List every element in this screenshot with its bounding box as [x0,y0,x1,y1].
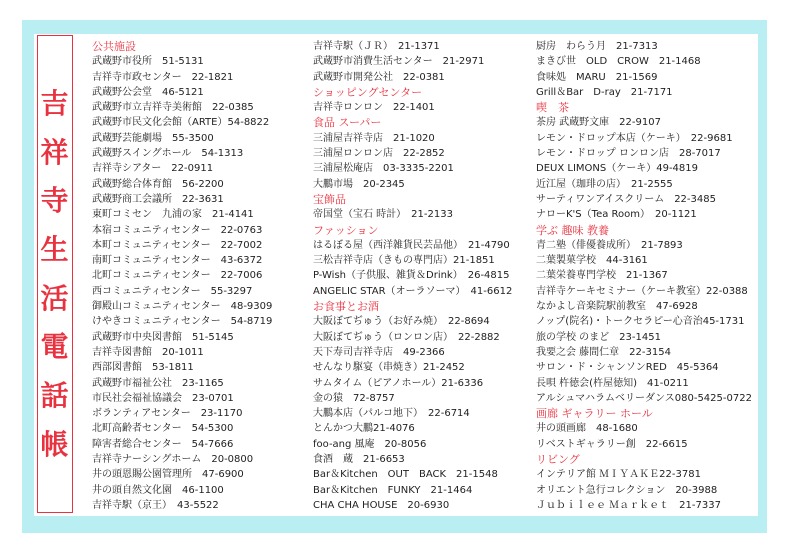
directory-column-3 [536,39,752,513]
category-heading: 学ぶ 趣味 教養 [536,223,609,237]
directory-entry: 北町高齢者センター 54-5300 [92,423,234,435]
directory-entry: ナローK'S（Tea Room） 20-1121 [536,209,697,221]
directory-entry: 吉祥寺ケーキセミナー（ケーキ教室）22-0388 [536,285,748,297]
title-char: 生 [40,233,69,267]
directory-entry: サムタイム（ピアノホール）21-6336 [313,377,484,389]
category-heading: 公共施設 [92,40,136,53]
category-heading: 喫 茶 [536,101,569,115]
title-char: 電 [40,330,69,364]
category-heading: 宝飾品 [313,192,346,206]
directory-entry: リベストギャラリー創 22-6615 [536,438,688,450]
directory-entry: アルシュマハラムベリーダンス080-5425-0722 [536,392,752,404]
directory-entry: 武蔵野市福祉公社 23-1165 [92,377,224,389]
directory-entry: 二葉製菓学校 44-3161 [536,255,648,267]
directory-entry: サロン・ド・シャンソンRED 45-5364 [536,362,719,374]
directory-entry: 武蔵野市民文化会館（ARTE）54-8822 [92,117,270,129]
directory-entry: Grill＆Bar D-ray 21-7171 [536,86,673,98]
directory-entry: 西コミュニティセンター 55-3297 [92,285,253,297]
directory-entry: 北町コミュニティセンター 22-7006 [92,270,263,282]
directory-entry: オリエント急行コレクション 20-3988 [536,484,718,496]
directory-entry: 吉祥寺駅（ＪＲ） 21-1371 [313,41,440,52]
directory-entry: 茶房 武蔵野文庫 22-9107 [536,117,661,129]
directory-entry: レモン・ドロップ本店（ケーキ） 22-9681 [536,132,733,144]
title-char: 帳 [40,427,69,461]
directory-entry: 武蔵野商工会議所 22-3631 [92,193,224,205]
directory-entry: 大鵬本店（パルコ地下） 22-6714 [313,408,470,420]
directory-entry: せんなり駆宴（串焼き）21-2452 [313,362,465,374]
directory-entry: 食味処 MARU 21-1569 [536,71,658,83]
directory-entry: 井の頭画廊 48-1680 [536,423,638,435]
category-heading: ファッション [313,223,379,237]
directory-entry: 三浦屋ロンロン店 22-2852 [313,148,445,160]
directory-entry: けやきコミュニティセンター 54-8719 [92,316,273,328]
directory-entry: 三松吉祥寺店（きもの専門店）21-1851 [313,255,495,267]
directory-entry: 武蔵野芸能劇場 55-3500 [92,132,214,144]
directory-entry: 天下寿司吉祥寺店 49-2366 [313,346,445,358]
directory-entry: ANGELIC STAR（オーラソーマ） 41-6612 [313,285,513,297]
category-heading: 食品 スーパー [313,116,382,130]
directory-entry: 東町コミセン 九浦の家 21-4141 [92,209,254,221]
directory-entry: 吉祥寺ナーシングホーム 20-0800 [92,454,254,466]
directory-entry: 障害者総合センター 54-7666 [92,438,234,450]
directory-entry: 大阪ぼてぢゅう（お好み焼） 22-8694 [313,316,490,328]
directory-entry: 市民社会福祉協議会 23-0701 [92,392,234,404]
directory-entry: 大阪ぼてぢゅう（ロンロン店） 22-2882 [313,331,500,343]
directory-entry: 本町コミュニティセンター 22-7002 [92,239,263,251]
directory-entry: なかよし音楽院駅前教室 47-6928 [536,301,698,313]
directory-entry: 三浦屋松庵店 03-3335-2201 [313,163,454,175]
category-heading: お食事とお酒 [313,300,379,314]
directory-entry: 西部図書館 53-1811 [92,362,194,374]
directory-column-2 [313,39,512,513]
title-char: 吉 [40,87,69,120]
title-char: 活 [40,281,69,315]
directory-entry: DEUX LIMONS（ケーキ）49-4819 [536,163,698,175]
directory-entry: まきび世 OLD CROW 21-1468 [536,56,701,68]
page-title [38,80,71,470]
title-box [37,35,73,513]
directory-entry: レモン・ドロップ ロンロン店 28-7017 [536,148,721,160]
directory-entry: 吉祥寺シアター 22-0911 [92,163,214,175]
directory-entry: 食酒 蔵 21-6653 [313,454,405,466]
directory-entry: 近江屋（珈琲の店） 21-2555 [536,178,673,190]
directory-entry: 井の頭自然文化園 46-1100 [92,484,224,496]
directory-entry: 三浦屋吉祥寺店 21-1020 [313,132,435,144]
directory-entry: foo-ang 風庵 20-8056 [313,438,427,450]
directory-entry: 吉祥寺市政センター 22-1821 [92,71,234,83]
directory-entry: 青二塾（俳優養成所） 21-7893 [536,239,683,251]
directory-entry: 武蔵野スイングホール 54-1313 [92,148,244,160]
directory-entry: 吉祥寺図書館 20-1011 [92,346,204,358]
title-char: 祥 [40,135,69,169]
directory-entry: 帝国堂（宝石 時計） 21-2133 [313,209,453,221]
directory-entry: P-Wish（子供服、雑貨＆Drink） 26-4815 [313,270,510,282]
directory-entry: 井の頭恩賜公園管理所 47-6900 [92,469,244,481]
directory-entry: 本宿コミュニティセンター 22-0763 [92,224,263,236]
directory-entry: CHA CHA HOUSE 20-6930 [313,499,450,511]
directory-entry: 金の猿 72-8757 [313,392,395,404]
directory-entry: 武蔵野市開発公社 22-0381 [313,71,445,83]
directory-entry: Bar＆Kitchen FUNKY 21-1464 [313,484,473,496]
directory-entry: 吉祥寺駅（京王） 43-5522 [92,499,219,511]
category-heading: 画廊 ギャラリー ホール [536,407,653,421]
directory-entry: 二葉栄養専門学校 21-1367 [536,270,668,282]
directory-entry: 武蔵野公会堂 46-5121 [92,86,204,98]
directory-entry: 我要之会 藤間仁章 22-3154 [536,346,671,358]
directory-entry: 武蔵野市中央図書館 51-5145 [92,331,234,343]
directory-entry: インテリア館 ＭＩＹＡＫＥ22-3781 [536,469,701,481]
directory-entry: ノップ(院名)・トークセラピー心音治45-1731 [536,316,745,328]
directory-entry: 大鵬市場 20-2345 [313,178,405,190]
directory-entry: 長唄 杵徳会(杵屋徳知) 41-0211 [536,377,689,389]
directory-entry: Ｊｕｂｉｌｅｅ Ｍａｒｋｅｔ 21-7337 [536,499,721,511]
directory-entry: 御殿山コミュニティセンター 48-9309 [92,301,273,313]
directory-entry: はるぼる屋（西洋雑貨民芸品他） 21-4790 [313,239,510,251]
directory-entry: とんかつ大鵬21-4076 [313,423,415,435]
title-char: 話 [40,379,69,413]
directory-entry: 厨房 わらう月 21-7313 [536,41,658,52]
directory-column-1 [92,39,272,513]
directory-entry: 武蔵野総合体育館 56-2200 [92,178,224,190]
directory-entry: 南町コミュニティセンター 43-6372 [92,255,263,267]
directory-entry: ボランティアセンター 23-1170 [92,408,243,420]
directory-entry: サーティワンアイスクリーム 22-3485 [536,193,716,205]
category-heading: ショッピングセンター [313,85,423,99]
directory-entry: 武蔵野市消費生活センター 21-2971 [313,56,485,68]
directory-entry: 吉祥寺ロンロン 22-1401 [313,102,435,114]
category-heading: リビング [536,453,580,467]
directory-entry: 武蔵野市立吉祥寺美術館 22-0385 [92,102,254,114]
directory-entry: 武蔵野市役所 51-5131 [92,56,204,68]
title-char: 寺 [40,184,69,218]
directory-entry: Bar＆Kitchen OUT BACK 21-1548 [313,469,498,481]
directory-entry: 旅の学校 のまど 23-1451 [536,331,661,343]
